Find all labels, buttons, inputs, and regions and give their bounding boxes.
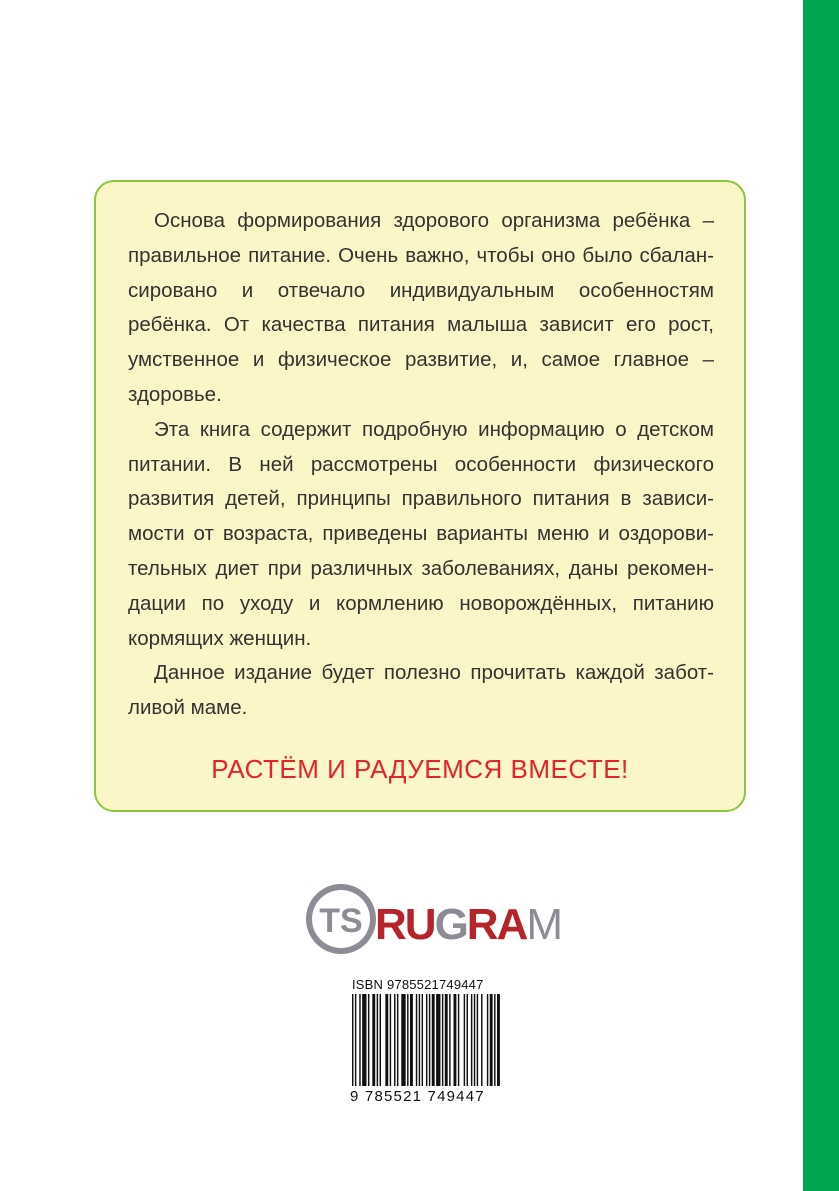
barcode-bar: [467, 994, 468, 1086]
barcode-bar: [429, 994, 430, 1086]
barcode-bar: [410, 994, 413, 1086]
barcode-bar: [445, 994, 448, 1086]
barcode-bar: [394, 994, 395, 1086]
barcode-bar: [449, 994, 450, 1086]
blurb-panel: [94, 180, 746, 812]
barcode-bar: [494, 994, 495, 1086]
barcode-bar: [490, 994, 493, 1086]
barcode-block: [346, 977, 508, 1109]
barcode-bar: [497, 994, 500, 1086]
green-spine: [803, 0, 839, 1191]
barcode-bar: [422, 994, 423, 1086]
barcode-bar: [416, 994, 417, 1086]
barcode-bar: [419, 994, 420, 1086]
barcode-bar: [464, 994, 465, 1086]
barcode-bar: [471, 994, 472, 1086]
logo-mark: TS: [319, 902, 363, 940]
barcode-bar: [481, 994, 482, 1086]
logo-wordmark: RUGRAM: [375, 900, 562, 949]
isbn-digits: 9 785521 749447: [350, 1088, 485, 1105]
slogan: РАСТЁМ И РАДУЕМСЯ ВМЕСТЕ!: [211, 754, 629, 784]
barcode-bar: [401, 994, 405, 1086]
barcode-bar: [477, 994, 478, 1086]
barcode-bar: [372, 994, 375, 1086]
barcode-bar: [487, 994, 488, 1086]
barcode-bar: [355, 994, 356, 1086]
barcode-bar: [397, 994, 398, 1086]
barcode-bar: [474, 994, 475, 1086]
publisher-logo: [303, 882, 562, 956]
barcode-bar: [426, 994, 427, 1086]
barcode-bar: [352, 994, 353, 1086]
barcode-bar: [390, 994, 391, 1086]
barcode-bar: [407, 994, 408, 1086]
barcode-bar: [442, 994, 443, 1086]
barcode-bar: [377, 994, 378, 1086]
blurb-paragraph-3: Данное издание будет полезно прочитать каждой заботливой маме.: [128, 661, 714, 720]
barcode-bar: [436, 994, 440, 1086]
barcode-bar: [458, 994, 459, 1086]
barcode-bar: [432, 994, 435, 1086]
barcode-bar: [454, 994, 457, 1086]
blurb-paragraph-2: Эта книга содержит подробную информацию о детском питании. В ней рассмотрены особенности физического развития детей, принципы правильного питания в зависимости от возраста, приведены варианты меню и оздоровительных диет при различных заболеваниях, даны рекомендации по уходу и кормлению новорождённых, питанию кормящих женщин.: [128, 417, 714, 650]
barcode-bar: [368, 994, 369, 1086]
blurb-paragraph-1: Основа формирования здорового организма ребёнка – правильное питание. Очень важно, чтобы оно было сбалансировано и отвечало индивидуальным особенностям ребёнка. От качества питания малыша зависит его рост, умственное и физическое развитие, и, самое главное – здоровье.: [128, 209, 714, 406]
barcode-bar: [385, 994, 388, 1086]
barcode-bar: [362, 994, 366, 1086]
barcode-bar: [359, 994, 360, 1086]
isbn-label: ISBN 9785521749447: [352, 977, 484, 992]
barcode: [352, 994, 504, 1086]
barcode-bar: [380, 994, 381, 1086]
